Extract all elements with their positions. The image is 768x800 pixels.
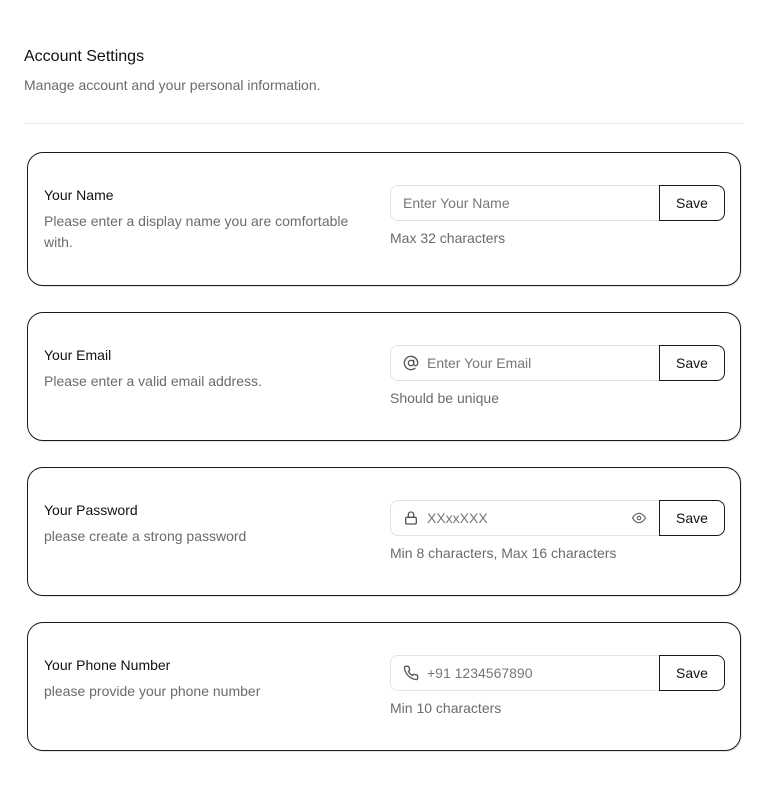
page-subtitle: Manage account and your personal information. xyxy=(24,77,321,93)
password-card xyxy=(27,467,741,596)
email-input-wrapper xyxy=(390,345,659,381)
phone-input-wrapper xyxy=(390,655,659,691)
name-save-button[interactable]: Save xyxy=(659,185,725,221)
name-input-group xyxy=(390,185,724,221)
password-input-group xyxy=(390,500,724,536)
password-card-text xyxy=(44,501,364,547)
email-field xyxy=(390,345,724,407)
phone-save-button[interactable]: Save xyxy=(659,655,725,691)
phone-hint: Min 10 characters xyxy=(390,700,502,716)
password-hint: Min 8 characters, Max 16 characters xyxy=(390,545,617,561)
phone-card-description: please provide your phone number xyxy=(44,683,261,699)
eye-icon[interactable] xyxy=(631,510,647,526)
name-input-wrapper xyxy=(390,185,659,221)
name-card-title: Your Name xyxy=(44,187,114,203)
email-card-title: Your Email xyxy=(44,347,112,363)
email-input[interactable] xyxy=(427,347,659,379)
page-header xyxy=(24,47,744,94)
password-field xyxy=(390,500,724,562)
name-input[interactable] xyxy=(391,187,659,219)
password-input[interactable] xyxy=(427,502,625,534)
page-title: Account Settings xyxy=(24,48,145,65)
email-hint: Should be unique xyxy=(390,390,499,406)
phone-card xyxy=(27,622,741,751)
name-hint: Max 32 characters xyxy=(390,230,506,246)
phone-input[interactable] xyxy=(427,657,659,689)
phone-input-group xyxy=(390,655,724,691)
name-field xyxy=(390,185,724,247)
phone-icon xyxy=(403,665,419,681)
email-save-button[interactable]: Save xyxy=(659,345,725,381)
at-sign-icon xyxy=(403,355,419,371)
password-input-wrapper xyxy=(390,500,659,536)
phone-field xyxy=(390,655,724,717)
name-card xyxy=(27,152,741,286)
lock-icon xyxy=(403,510,419,526)
phone-card-text xyxy=(44,656,364,702)
email-card xyxy=(27,312,741,441)
name-card-description: Please enter a display name you are comfortable with. xyxy=(44,213,349,250)
email-card-text xyxy=(44,346,364,392)
email-input-group xyxy=(390,345,724,381)
header-divider xyxy=(24,123,744,124)
name-card-text xyxy=(44,186,364,253)
password-save-button[interactable]: Save xyxy=(659,500,725,536)
phone-card-title: Your Phone Number xyxy=(44,657,171,673)
email-card-description: Please enter a valid email address. xyxy=(44,373,262,389)
password-card-description: please create a strong password xyxy=(44,528,247,544)
password-card-title: Your Password xyxy=(44,502,138,518)
